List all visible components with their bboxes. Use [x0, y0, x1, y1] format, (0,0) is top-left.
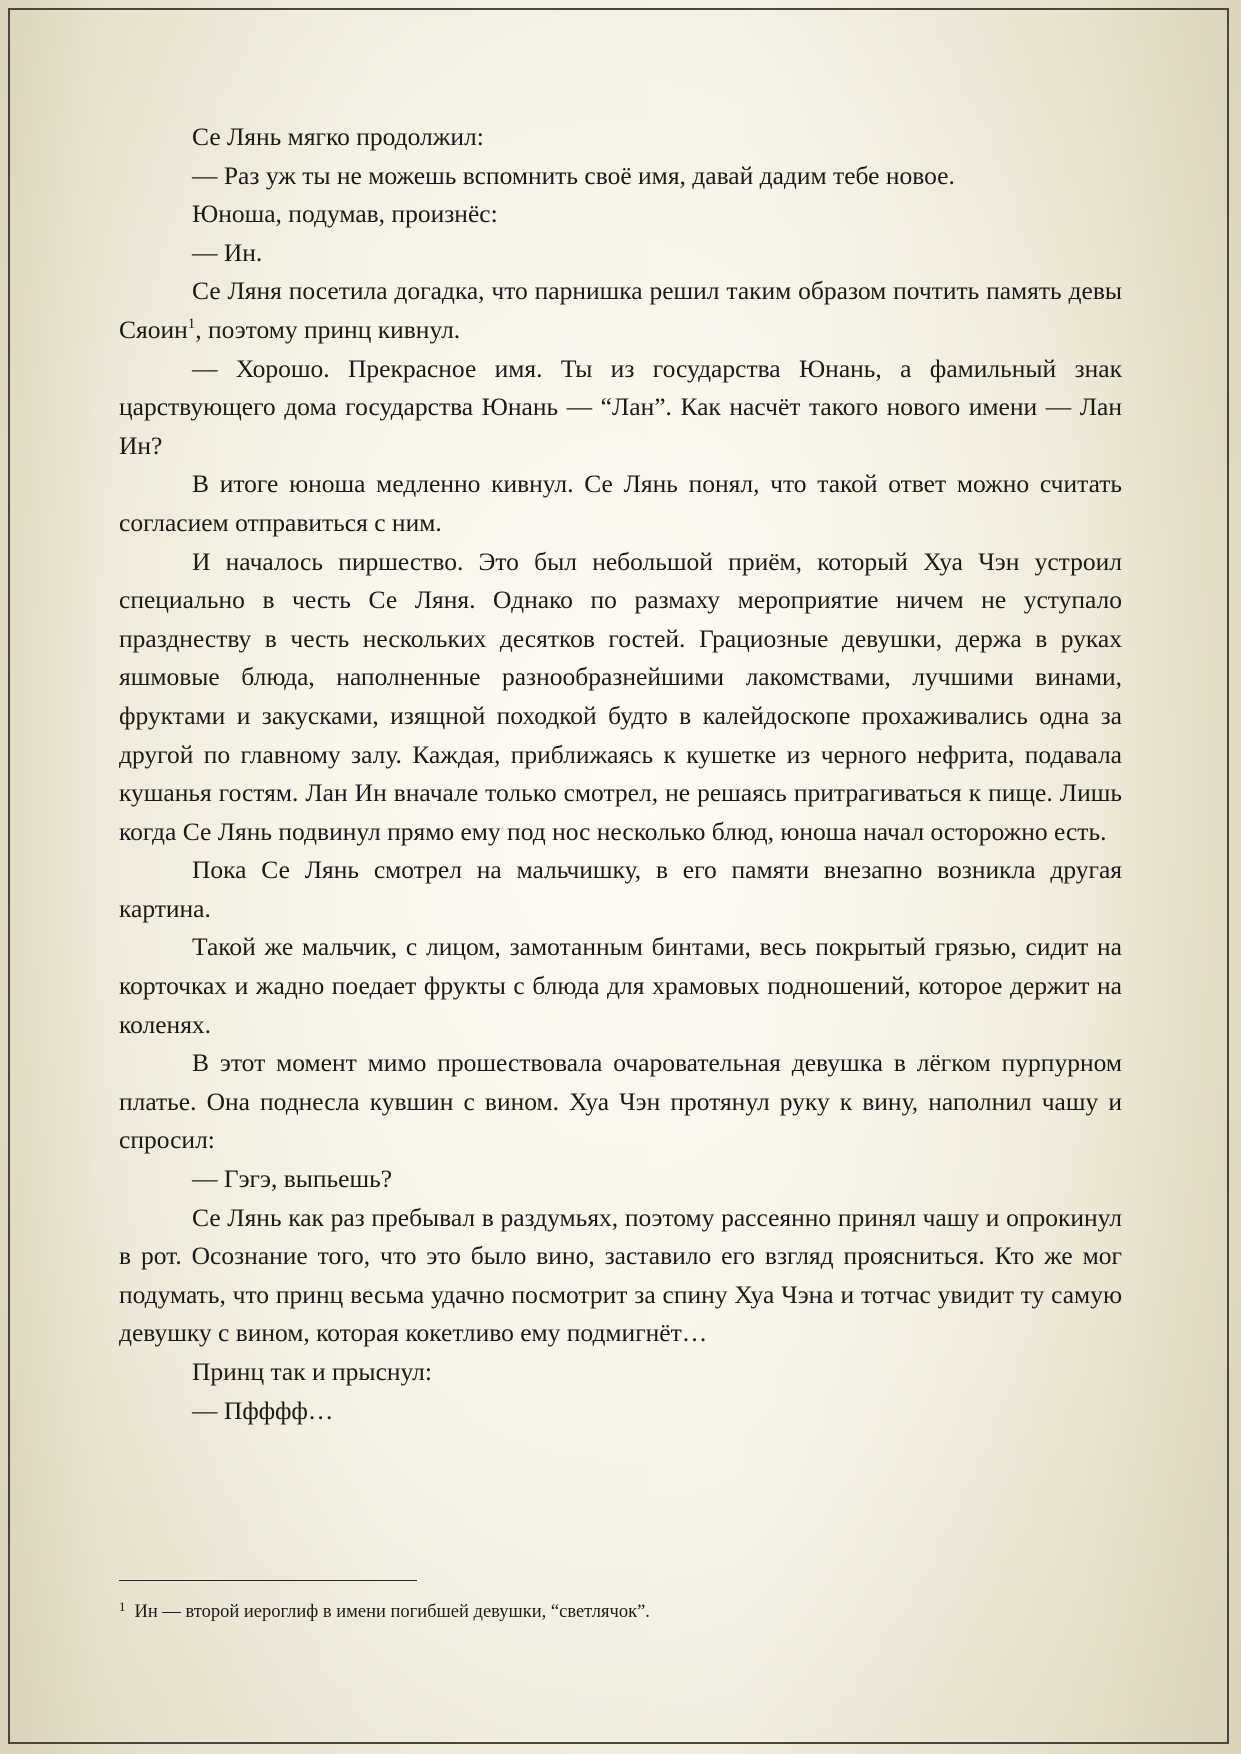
paragraph-text: Се Ляня посетила догадка, что парнишка решил таким образом почтить память девы Сяоин [119, 276, 1122, 344]
paragraph-text-continued: , поэтому принц кивнул. [195, 314, 461, 344]
footnote-number: 1 [119, 1599, 126, 1614]
paragraph: В этот момент мимо прошествовала очаровательная девушка в лёгком пурпурном платье. Она поднесла кувшин с вином. Хуа Чэн протянул руку к вину, наполнил чашу и спросил: [119, 1048, 1122, 1155]
paragraph: Такой же мальчик, с лицом, замотанным бинтами, весь покрытый грязью, сидит на корточках и жадно поедает фрукты с блюда для храмовых подношений, которое держит на коленях. [119, 932, 1122, 1039]
paragraph: И началось пиршество. Это был небольшой приём, который Хуа Чэн устроил специально в честь Се Ляня. Однако по размаху мероприятие ничем не уступало празднеству в честь нескольких десятков гостей. Грациозные девушки, держа в руках яшмовые блюда, наполненные разнообразнейшими лакомствами, лучшими винами, фруктами и закусками, изящной походкой будто в калейдоскопе прохаживались одна за другой по главному залу. Каждая, приближаясь к кушетке из черного нефрита, подавала кушанья гостям. Лан Ин вначале только смотрел, не решаясь притрагиваться к пище. Лишь когда Се Лянь подвинул прямо ему под нос несколько блюд, юноша начал осторожно есть. [119, 546, 1122, 846]
paragraph: В итоге юноша медленно кивнул. Се Лянь понял, что такой ответ можно считать согласием отправиться с ним. [119, 469, 1122, 537]
paragraph: — Хорошо. Прекрасное имя. Ты из государства Юнань, а фамильный знак царствующего дома государства Юнань — “Лан”. Как насчёт такого нового имени — Лан Ин? [119, 353, 1122, 460]
paragraph: Се Лянь мягко продолжил: [192, 122, 484, 151]
footnote-text: Ин — второй иероглиф в имени погибшей девушки, “светлячок”. [134, 1602, 650, 1622]
paragraph: — Раз уж ты не можешь вспомнить своё имя, давай дадим тебе новое. [192, 160, 955, 190]
footnote-marker[interactable]: 1 [187, 315, 196, 332]
paragraph: — Пфффф… [192, 1395, 334, 1425]
page-body [119, 118, 1122, 1430]
paragraph: Пока Се Лянь смотрел на мальчишку, в его памяти внезапно возникла другая картина. [119, 855, 1122, 923]
paragraph: Се Лянь как раз пребывал в раздумьях, поэтому рассеянно принял чашу и опрокинул в рот. Осознание того, что это было вино, заставило его взгляд проясниться. Кто же мог подумать, что принц весьма удачно посмотрит за спину Хуа Чэна и тотчас увидит ту самую девушку с вином, которая кокетливо ему подмигнёт… [119, 1202, 1122, 1348]
footnote [119, 1593, 1122, 1626]
paragraph [119, 272, 1122, 349]
footnote-separator [119, 1580, 417, 1581]
paragraph: — Ин. [192, 237, 263, 267]
paragraph: Юноша, подумав, произнёс: [192, 199, 498, 229]
paragraph: — Гэгэ, выпьешь? [192, 1164, 393, 1194]
paragraph: Принц так и прыснул: [192, 1357, 432, 1386]
